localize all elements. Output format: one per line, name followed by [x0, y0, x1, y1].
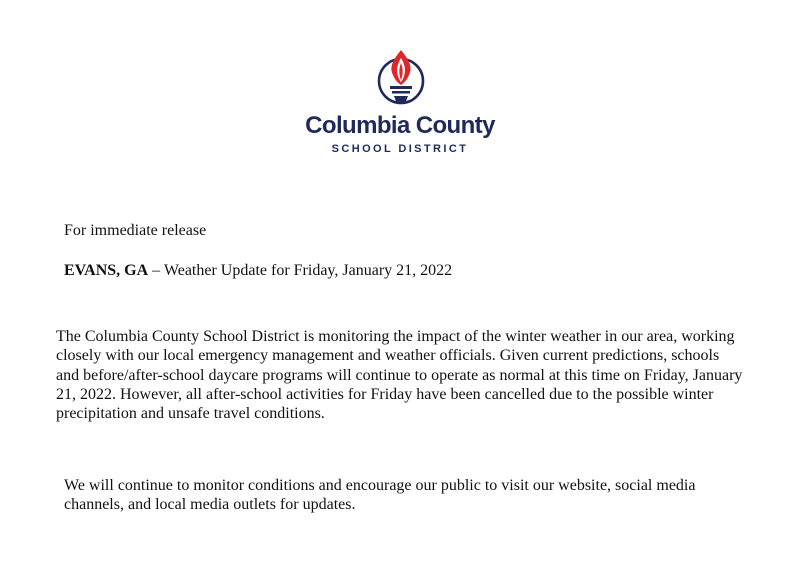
closing-paragraph: We will continue to monitor conditions and encourage our public to visit our website, social media channels, and local media outlets for updates.	[64, 477, 696, 514]
logo-district-name: Columbia County	[305, 112, 495, 139]
dateline-headline: Weather Update for Friday, January 21, 2022	[163, 262, 453, 279]
torch-flame-icon	[376, 48, 426, 110]
district-logo	[300, 44, 500, 160]
body-paragraph: The Columbia County School District is monitoring the impact of the winter weather in our area, working closely with our local emergency management and weather officials. Given current predictions, schools and before/after-school daycare programs will continue to operate as normal at this time on Friday, January 21, 2022. However, all after-school activities for Friday have been cancelled due to the possible winter precipitation and unsafe travel conditions.	[56, 328, 743, 423]
logo-subtitle: SCHOOL DISTRICT	[331, 143, 469, 155]
release-label: For immediate release	[64, 222, 207, 239]
dateline	[64, 262, 452, 280]
dateline-separator: –	[148, 262, 164, 279]
dateline-location: EVANS, GA	[64, 262, 149, 279]
